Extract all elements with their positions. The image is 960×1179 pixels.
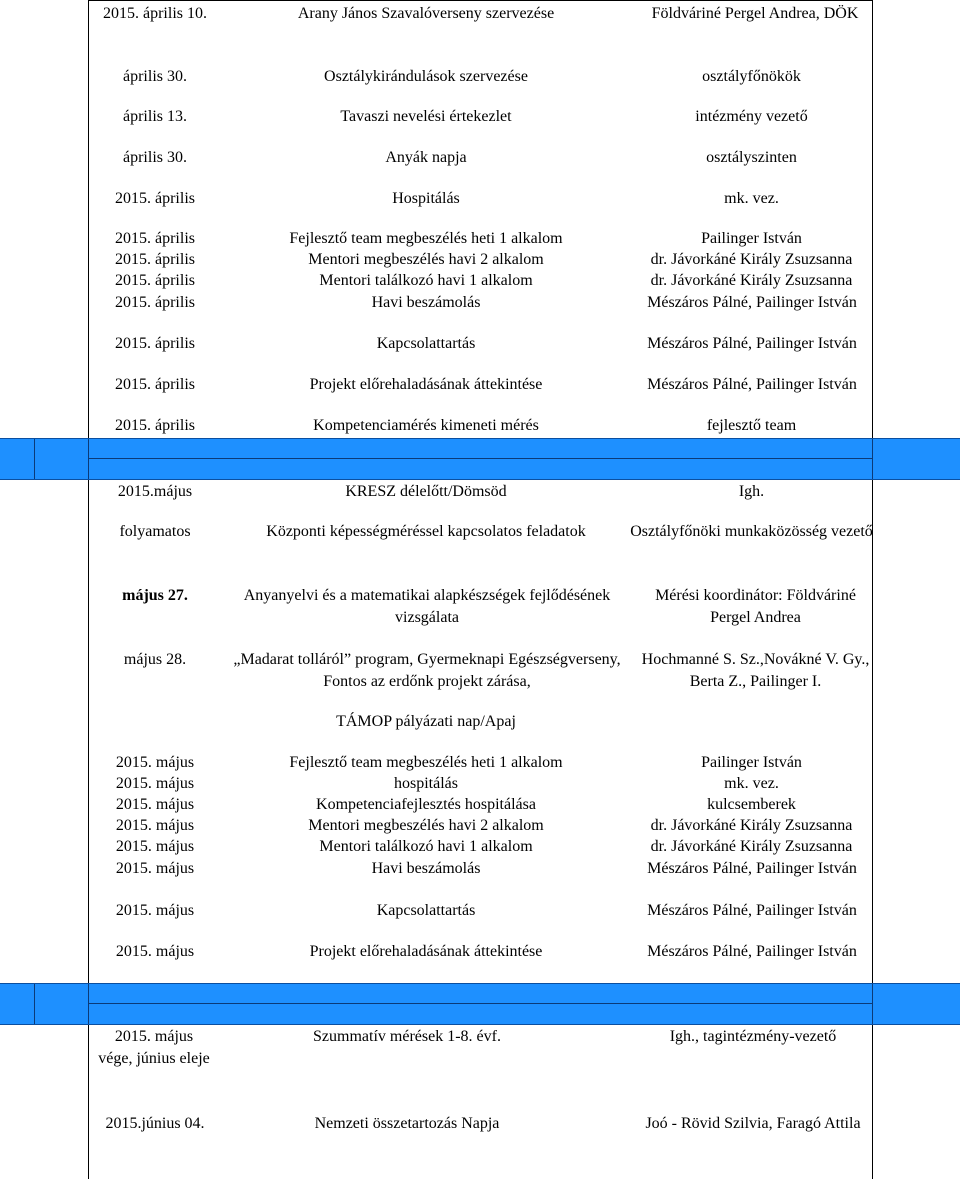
responsible-cell: Igh., tagintézmény-vezető [669,1028,837,1045]
event-cell: Hospitálás [392,190,460,207]
event-cell: Projekt előrehaladásának áttekintése [309,376,543,393]
event-cell: Nemzeti összetartozás Napja [314,1115,500,1132]
section-separator-band [0,983,960,1025]
responsible-cell: dr. Jávorkáné Király Zsuzsanna [650,272,853,289]
event-cell: Havi beszámolás [371,860,481,877]
event-cell: Arany János Szavalóverseny szervezése [297,5,555,22]
responsible-cell: kulcsemberek [707,796,796,813]
responsible-cell: fejlesztő team [706,417,797,434]
date-cell: 2015. április [115,251,195,268]
event-cell: Kapcsolattartás [376,902,476,919]
date-cell: 2015. április [115,272,195,289]
date-cell: 2015. május [115,860,195,877]
responsible-cell: osztályfőnökök [702,68,801,85]
date-cell: május 27. [122,587,188,604]
date-cell: 2015. május [115,902,195,919]
date-cell: 2015.május [117,483,193,500]
responsible-cell: Mészáros Pálné, Pailinger István [647,335,857,352]
responsible-cell: Hochmanné S. Sz.,Novákné V. Gy., Berta Z., Pailinger I. [641,651,870,690]
date-cell: 2015.június 04. [105,1115,205,1132]
date-cell: 2015. április [115,230,195,247]
date-cell: 2015. április 10. [103,5,207,22]
event-cell: Tavaszi nevelési értekezlet [340,108,512,125]
date-cell: 2015. április [115,376,195,393]
responsible-cell: dr. Jávorkáné Király Zsuzsanna [650,817,853,834]
event-cell: Osztálykirándulások szervezése [324,68,528,85]
event-cell: Mentori találkozó havi 1 alkalom [319,838,533,855]
responsible-cell: Pailinger István [701,230,802,247]
date-cell: május 28. [123,651,187,668]
responsible-cell: Osztályfőnöki munkaközösség vezető [630,523,873,540]
event-cell: Központi képességméréssel kapcsolatos feladatok [266,523,586,540]
event-cell: Kompetenciamérés kimeneti mérés [313,417,539,434]
event-cell: Anyák napja [385,149,467,166]
date-cell: április 30. [123,149,187,166]
responsible-cell: Mérési koordinátor: Földváriné Pergel Andrea [655,587,856,626]
date-cell: 2015. május [115,943,195,960]
responsible-cell: osztályszinten [706,149,797,166]
date-cell: április 13. [123,108,187,125]
responsible-cell: dr. Jávorkáné Király Zsuzsanna [650,251,853,268]
date-cell: 2015. április [115,335,195,352]
responsible-cell: Földváriné Pergel Andrea, DÖK [651,5,859,22]
responsible-cell: Mészáros Pálné, Pailinger István [647,294,857,311]
date-cell: 2015. május [115,775,195,792]
event-cell: Havi beszámolás [371,294,481,311]
date-cell: 2015. április [115,417,195,434]
event-cell: Mentori találkozó havi 1 alkalom [319,272,533,289]
date-cell: 2015. április [115,190,195,207]
event-cell: Anyanyelvi és a matematikai alapkészségek fejlődésének vizsgálata [243,587,611,626]
date-cell: 2015. május vége, június eleje [98,1028,210,1067]
responsible-cell: dr. Jávorkáné Király Zsuzsanna [650,838,853,855]
event-cell: Szummatív mérések 1-8. évf. [313,1028,501,1045]
date-cell: április 30. [123,68,187,85]
event-cell: KRESZ délelőtt/Dömsöd [345,483,507,500]
date-cell: 2015. május [115,817,195,834]
responsible-cell: Igh. [738,483,765,500]
event-cell: Mentori megbeszélés havi 2 alkalom [308,251,544,268]
responsible-cell: intézmény vezető [695,108,808,125]
event-cell: Fejlesztő team megbeszélés heti 1 alkalom [289,754,563,771]
responsible-cell: Mészáros Pálné, Pailinger István [647,943,857,960]
responsible-cell: Joó - Rövid Szilvia, Faragó Attila [645,1115,861,1132]
responsible-cell: Mészáros Pálné, Pailinger István [647,860,857,877]
date-cell: 2015. május [115,754,195,771]
responsible-cell: Mészáros Pálné, Pailinger István [647,902,857,919]
date-cell: 2015. május [115,838,195,855]
date-cell: 2015. május [115,796,195,813]
responsible-cell: Mészáros Pálné, Pailinger István [647,376,857,393]
event-cell: „Madarat tolláról” program, Gyermeknapi Egészségverseny, Fontos az erdőnk projekt zárása, [233,651,621,690]
event-cell: Fejlesztő team megbeszélés heti 1 alkalom [289,230,563,247]
event-cell: Mentori megbeszélés havi 2 alkalom [308,817,544,834]
table-top-border [88,0,873,1]
date-cell: 2015. április [115,294,195,311]
event-cell: Projekt előrehaladásának áttekintése [309,943,543,960]
event-cell: Kapcsolattartás [376,335,476,352]
responsible-cell: Pailinger István [701,754,802,771]
event-cell: TÁMOP pályázati nap/Apaj [336,713,516,730]
date-cell: folyamatos [119,523,191,540]
responsible-cell: mk. vez. [724,775,779,792]
event-cell: Kompetenciafejlesztés hospitálása [316,796,536,813]
event-cell: hospitálás [394,775,458,792]
section-separator-band [0,438,960,480]
responsible-cell: mk. vez. [724,190,779,207]
